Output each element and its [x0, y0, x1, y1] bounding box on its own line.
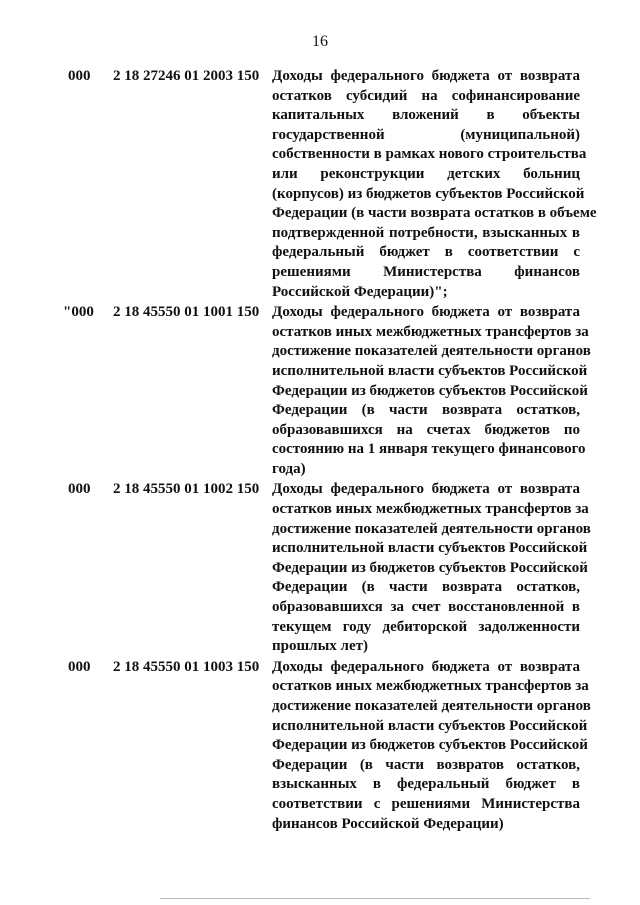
description-line: остатков иных межбюджетных трансфертов за [272, 323, 589, 340]
description-line: исполнительной власти субъектов Российской [272, 717, 588, 734]
budget-code-list [0, 66, 640, 834]
entry-admin-code: 000 [68, 481, 91, 498]
description-line: исполнительной власти субъектов Российской [272, 540, 588, 557]
description-line: подтвержденной потребности, взысканных в [272, 224, 580, 241]
description-line: текущем году дебиторской задолженности [272, 618, 580, 635]
description-line: капитальных вложений в объекты [272, 107, 580, 124]
description-line: Федерации (в части возвратов остатков, [272, 756, 580, 773]
entry-4 [0, 657, 640, 834]
description-line: взысканных в федеральный бюджет в [272, 776, 580, 793]
entry-3 [0, 479, 640, 656]
description-line: государственной (муниципальной) [272, 126, 580, 143]
entry-description [272, 657, 591, 834]
description-line: Доходы федерального бюджета от возврата [272, 68, 580, 84]
entry-admin-code: 000 [68, 658, 91, 675]
entry-2 [0, 302, 640, 479]
description-line: остатков иных межбюджетных трансфертов за [272, 501, 589, 518]
description-line: достижение показателей деятельности органов [272, 520, 591, 537]
entry-description [272, 302, 591, 479]
description-line: достижение показателей деятельности органов [272, 343, 591, 360]
entry-1 [0, 66, 640, 302]
description-line: остатков иных межбюджетных трансфертов за [272, 678, 589, 695]
entry-admin-code: "000 [63, 304, 94, 321]
description-line: достижение показателей деятельности органов [272, 698, 591, 714]
description-line: соответствии с решениями Министерства [272, 795, 580, 812]
description-line: года) [272, 460, 306, 477]
scan-edge-divider [160, 898, 590, 899]
description-line: Доходы федерального бюджета от возврата [272, 481, 580, 498]
description-line: Федерации (в части возврата остатков, [272, 579, 580, 596]
entry-description [272, 479, 591, 656]
description-line: Федерации (в части возврата остатков, [272, 402, 580, 419]
description-line: (корпусов) из бюджетов субъектов Российской [272, 185, 585, 202]
entry-budget-code: 2 18 45550 01 1002 150 [113, 481, 260, 498]
description-line: решениями Министерства финансов [272, 263, 580, 280]
entry-budget-code: 2 18 45550 01 1003 150 [113, 658, 260, 675]
description-line: Доходы федерального бюджета от возврата [272, 304, 580, 321]
description-line: образовавшихся на счетах бюджетов по [272, 421, 580, 438]
description-line: Федерации из бюджетов субъектов Российской [272, 382, 588, 399]
entry-budget-code: 2 18 27246 01 2003 150 [113, 68, 260, 84]
entry-budget-code: 2 18 45550 01 1001 150 [113, 304, 260, 321]
description-line: состоянию на 1 января текущего финансового [272, 441, 586, 458]
description-line: Федерации из бюджетов субъектов Российской [272, 559, 588, 576]
entry-description [272, 66, 597, 302]
description-line: финансов Российской Федерации) [272, 815, 504, 832]
description-line: остатков субсидий на софинансирование [272, 87, 580, 104]
description-line: Федерации (в части возврата остатков в объеме [272, 205, 597, 222]
description-line: Российской Федерации)"; [272, 283, 448, 300]
description-line: образовавшихся за счет восстановленной в [272, 599, 580, 616]
description-line: федеральный бюджет в соответствии с [272, 244, 580, 261]
description-line: или реконструкции детских больниц [272, 165, 580, 182]
page-number: 16 [312, 33, 328, 50]
description-line: исполнительной власти субъектов Российской [272, 362, 588, 379]
description-line: прошлых лет) [272, 638, 368, 655]
description-line: собственности в рамках нового строительства [272, 146, 587, 163]
entry-admin-code: 000 [68, 68, 91, 84]
description-line: Федерации из бюджетов субъектов Российской [272, 737, 588, 754]
description-line: Доходы федерального бюджета от возврата [272, 658, 580, 675]
